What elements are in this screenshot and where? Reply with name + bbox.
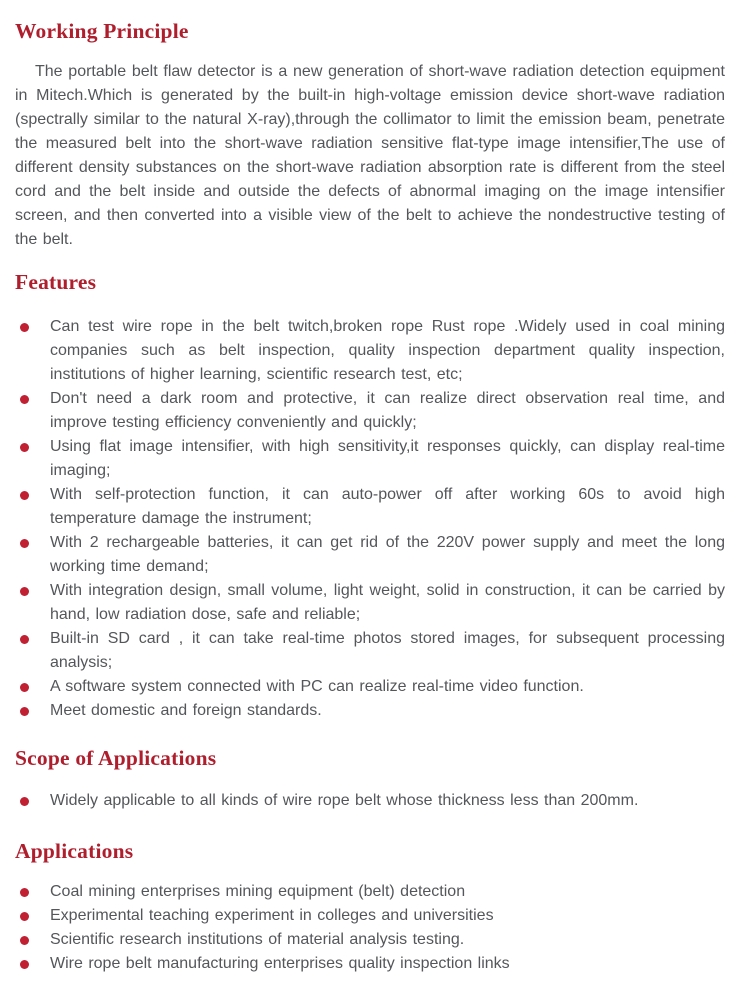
list-item xyxy=(15,904,725,928)
bullet-icon xyxy=(20,395,29,404)
section-applications xyxy=(15,838,725,976)
list-item xyxy=(15,531,725,579)
bullet-icon xyxy=(20,323,29,332)
features-heading: Features xyxy=(15,270,97,294)
list-item-text: Can test wire rope in the belt twitch,broken rope Rust rope .Widely used in coal mining companies such as belt inspection, quality inspection department quality inspection, institutions of higher learning, scientific research test, etc; xyxy=(50,318,725,383)
list-item-text: Don't need a dark room and protective, it can realize direct observation real time, and improve testing efficiency conveniently and quickly; xyxy=(50,390,725,431)
list-item xyxy=(15,435,725,483)
list-item-text: A software system connected with PC can realize real-time video function. xyxy=(50,678,584,695)
list-item-text: Scientific research institutions of material analysis testing. xyxy=(50,931,465,948)
section-features xyxy=(15,269,725,723)
bullet-icon xyxy=(20,491,29,500)
list-item xyxy=(15,880,725,904)
list-item-text: Wire rope belt manufacturing enterprises quality inspection links xyxy=(50,955,510,972)
list-item-text: Widely applicable to all kinds of wire rope belt whose thickness less than 200mm. xyxy=(50,792,639,809)
list-item xyxy=(15,483,725,531)
list-item xyxy=(15,928,725,952)
bullet-icon xyxy=(20,797,29,806)
bullet-icon xyxy=(20,683,29,692)
bullet-icon xyxy=(20,888,29,897)
bullet-icon xyxy=(20,539,29,548)
working-principle-heading: Working Principle xyxy=(15,19,189,43)
bullet-icon xyxy=(20,635,29,644)
list-item xyxy=(15,579,725,627)
list-item xyxy=(15,699,725,723)
bullet-icon xyxy=(20,912,29,921)
list-item-text: Experimental teaching experiment in colleges and universities xyxy=(50,907,494,924)
section-working-principle xyxy=(15,18,725,252)
applications-heading: Applications xyxy=(15,839,134,863)
list-item-text: With integration design, small volume, light weight, solid in construction, it can be carried by hand, low radiation dose, safe and reliable; xyxy=(50,582,725,623)
list-item xyxy=(15,315,725,387)
list-item xyxy=(15,627,725,675)
bullet-icon xyxy=(20,707,29,716)
features-list xyxy=(15,315,725,723)
list-item-text: Meet domestic and foreign standards. xyxy=(50,702,322,719)
list-item-text: Built-in SD card , it can take real-time photos stored images, for subsequent processing analysis; xyxy=(50,630,725,671)
section-scope-of-applications xyxy=(15,745,725,813)
bullet-icon xyxy=(20,936,29,945)
bullet-icon xyxy=(20,587,29,596)
list-item-text: With 2 rechargeable batteries, it can get rid of the 220V power supply and meet the long working time demand; xyxy=(50,534,725,575)
scope-of-applications-list xyxy=(15,789,725,813)
list-item-text: Coal mining enterprises mining equipment (belt) detection xyxy=(50,883,466,900)
list-item-text: Using flat image intensifier, with high sensitivity,it responses quickly, can display real-time imaging; xyxy=(50,438,725,479)
applications-list xyxy=(15,880,725,976)
list-item-text: With self-protection function, it can auto-power off after working 60s to avoid high temperature damage the instrument; xyxy=(50,486,725,527)
list-item xyxy=(15,952,725,976)
scope-of-applications-heading: Scope of Applications xyxy=(15,746,217,770)
bullet-icon xyxy=(20,443,29,452)
list-item xyxy=(15,675,725,699)
bullet-icon xyxy=(20,960,29,969)
list-item xyxy=(15,789,725,813)
list-item xyxy=(15,387,725,435)
working-principle-paragraph: The portable belt flaw detector is a new generation of short-wave radiation detection equipment in Mitech.Which is generated by the built-in high-voltage emission device short-wave radiation (spectrally similar to the natural X-ray),through the collimator to limit the emission beam, penetrate the measured belt into the short-wave radiation sensitive flat-type image intensifier,The use of different density substances on the short-wave radiation absorption rate is different from the steel cord and the belt inside and outside the defects of abnormal imaging on the image intensifier screen, and then converted into a visible view of the belt to achieve the nondestructive testing of the belt. xyxy=(15,63,725,248)
